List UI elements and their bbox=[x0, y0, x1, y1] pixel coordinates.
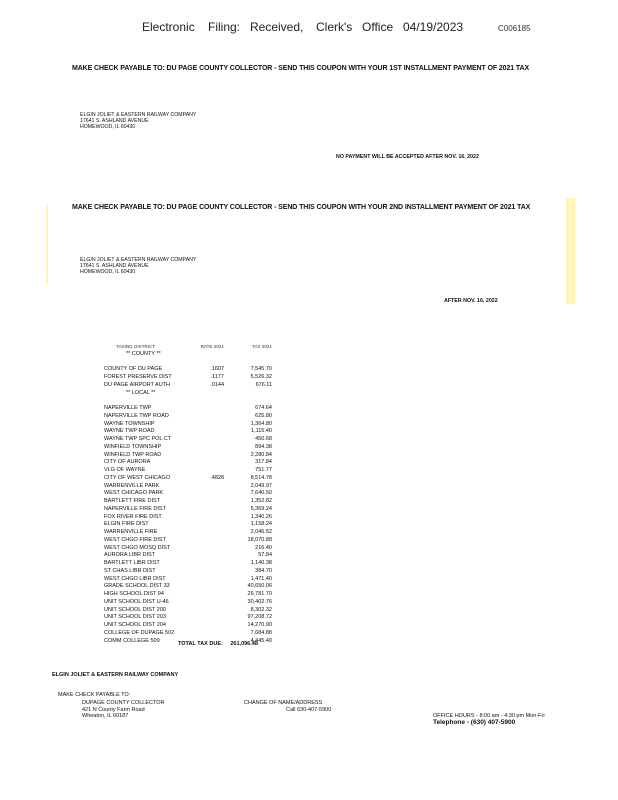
header-rate: RATE 2021 bbox=[200, 344, 224, 349]
coupon1-payer-street: 17641 S. ASHLAND AVENUE bbox=[80, 118, 149, 124]
header-tax: TAX 2021 bbox=[251, 344, 272, 349]
district-name: WEST CHGO FIRE DIST bbox=[104, 536, 166, 543]
coupon2-title: MAKE CHECK PAYABLE TO: DU PAGE COUNTY COLLECTOR - SEND THIS COUPON WITH YOUR 2ND INSTALLMENT PAYMENT OF 2021 TAX bbox=[72, 204, 531, 211]
tax-table-row bbox=[104, 498, 272, 506]
district-tax: 894.38 bbox=[255, 443, 272, 450]
district-name: DU PAGE AIRPORT AUTH bbox=[104, 381, 171, 388]
district-tax: 7,545.70 bbox=[250, 366, 272, 373]
district-name: NAPERVILLE TWP ROAD bbox=[104, 412, 169, 419]
district-name: GRADE SCHOOL DIST 33 bbox=[104, 583, 170, 590]
tax-table-row bbox=[104, 568, 272, 576]
tax-table-row bbox=[104, 390, 272, 398]
district-name: WAYNE TWP SPC POL CT bbox=[104, 436, 172, 442]
district-name: BARTLETT FIRE DIST bbox=[104, 498, 161, 504]
tax-table-row bbox=[104, 576, 272, 584]
coupon2-payer-street: 17641 S. ASHLAND AVENUE bbox=[80, 263, 149, 269]
district-name: COMM COLLEGE 509 bbox=[104, 637, 160, 644]
footer-collector-name: DUPAGE COUNTY COLLECTOR bbox=[82, 700, 165, 706]
district-tax: 5,526.32 bbox=[250, 374, 272, 380]
district-tax: 2,280.84 bbox=[250, 451, 272, 458]
district-name: ELGIN FIRE DIST bbox=[104, 521, 149, 528]
district-name: FOREST PRESERVE DIST bbox=[104, 374, 172, 380]
coupon2-payer-address bbox=[80, 257, 196, 275]
tax-table-row bbox=[104, 397, 272, 405]
tax-table-row bbox=[104, 591, 272, 599]
tax-table-row bbox=[104, 506, 272, 514]
change-of-address-phone: Call 630-407-5900 bbox=[286, 707, 332, 713]
district-tax: 40,650.06 bbox=[247, 583, 272, 590]
tax-table-row bbox=[104, 545, 272, 553]
district-name: BARTLETT LIBR DIST bbox=[104, 560, 160, 566]
district-tax: 676.11 bbox=[255, 381, 272, 388]
footer-collector-street: 421 N County Farm Road bbox=[82, 706, 145, 713]
district-name: CITY OF AURORA bbox=[104, 459, 151, 466]
district-tax: 97,208.72 bbox=[247, 614, 272, 621]
district-tax: 1,352.82 bbox=[250, 498, 272, 504]
district-tax: 317.84 bbox=[255, 459, 272, 466]
office-hours: OFFICE HOURS - 8:00 am - 4:30 pm Mon-Fri bbox=[433, 713, 545, 719]
district-tax: 625.80 bbox=[255, 412, 272, 419]
district-name: AURORA LIBR DIST bbox=[104, 552, 156, 559]
tax-table-row bbox=[104, 490, 272, 498]
tax-table-row bbox=[104, 529, 272, 537]
district-tax: 8,514.78 bbox=[250, 474, 272, 481]
district-rate: .1177 bbox=[210, 374, 224, 380]
tax-table-row bbox=[104, 583, 272, 591]
tax-table-row bbox=[104, 428, 272, 436]
district-rate: .1607 bbox=[210, 366, 224, 373]
district-rate: .0144 bbox=[210, 381, 224, 388]
coupon1-payer-city: HOMEWOOD, IL 60430 bbox=[80, 124, 136, 130]
district-name: ** LOCAL ** bbox=[126, 389, 156, 396]
tax-table-row bbox=[104, 483, 272, 491]
tax-table-row bbox=[104, 459, 272, 467]
tax-table-row bbox=[104, 599, 272, 607]
tax-table-row bbox=[104, 607, 272, 615]
district-name: UNIT SCHOOL DIST 204 bbox=[104, 622, 166, 628]
district-tax: 5,369.24 bbox=[250, 505, 272, 512]
district-name: NAPERVILLE TWP bbox=[104, 405, 152, 411]
district-name: CITY OF WEST CHICAGO bbox=[104, 474, 171, 481]
tax-table-row bbox=[104, 382, 272, 390]
change-of-address-label: CHANGE OF NAME/ADDRESS bbox=[244, 700, 323, 706]
coupon1-payer-name: ELGIN JOLIET & EASTERN RAILWAY COMPANY bbox=[80, 112, 197, 118]
district-tax: 30,402.76 bbox=[247, 598, 272, 605]
district-name: WARRENVILLE PARK bbox=[104, 482, 160, 489]
tax-table-row bbox=[104, 622, 272, 630]
tax-table-row bbox=[104, 630, 272, 638]
total-tax-due bbox=[178, 641, 258, 647]
district-tax: 1,115.40 bbox=[250, 428, 272, 435]
tax-table-row bbox=[104, 614, 272, 622]
highlight-mark-right bbox=[566, 198, 575, 304]
district-tax: 1,364.80 bbox=[250, 420, 272, 427]
footer-payable-label: MAKE CHECK PAYABLE TO: bbox=[58, 692, 131, 698]
district-tax: 57.84 bbox=[258, 552, 272, 559]
district-tax: 14,270.90 bbox=[247, 622, 272, 628]
coupon1-payer-address bbox=[80, 112, 196, 130]
district-tax: 26,781.70 bbox=[247, 591, 272, 597]
district-tax: 1,471.40 bbox=[250, 575, 272, 582]
tax-table-row bbox=[104, 444, 272, 452]
tax-table-row bbox=[104, 421, 272, 429]
tax-table-row bbox=[104, 366, 272, 374]
district-tax: 1,340.26 bbox=[250, 513, 272, 520]
tax-table-row bbox=[104, 514, 272, 522]
tax-table-row bbox=[104, 467, 272, 475]
coupon1-title: MAKE CHECK PAYABLE TO: DU PAGE COUNTY COLLECTOR - SEND THIS COUPON WITH YOUR 1ST INSTALLMENT PAYMENT OF 2021 TAX bbox=[72, 65, 530, 72]
district-tax: 4,445.40 bbox=[250, 637, 272, 644]
district-name: WEST CHGO LIBR DIST bbox=[104, 575, 166, 582]
highlight-mark-left bbox=[46, 205, 48, 285]
filing-stamp-filing: Filing: bbox=[208, 20, 241, 34]
filing-stamp-date: 04/19/2023 bbox=[403, 20, 464, 34]
district-tax: 450.68 bbox=[255, 436, 272, 442]
district-tax: 2,046.52 bbox=[250, 529, 272, 535]
district-rate: .4828 bbox=[210, 474, 224, 481]
total-tax-label: TOTAL TAX DUE: bbox=[178, 641, 223, 647]
district-name: WEST CHICAGO PARK bbox=[104, 490, 164, 497]
district-name: UNIT SCHOOL DIST 200 bbox=[104, 606, 166, 613]
tax-district-table bbox=[104, 343, 272, 645]
coupon2-deadline-notice: AFTER NOV. 16, 2022 bbox=[444, 298, 498, 304]
district-name: ST CHAS LIBR DIST bbox=[104, 567, 156, 574]
tax-table-row bbox=[104, 359, 272, 367]
district-name: FOX RIVER FIRE DIST bbox=[104, 513, 162, 520]
office-telephone: Telephone - (630) 407-5900 bbox=[433, 719, 516, 726]
district-tax: 751.77 bbox=[255, 467, 272, 473]
district-name: WINFIELD TWP ROAD bbox=[104, 451, 162, 458]
tax-table-row bbox=[104, 436, 272, 444]
district-tax: 7,640.50 bbox=[250, 490, 272, 497]
tax-table-row bbox=[104, 351, 272, 359]
tax-table-row bbox=[104, 537, 272, 545]
district-tax: 1,140.38 bbox=[250, 560, 272, 566]
district-name: COLLEGE OF DUPAGE 502 bbox=[104, 629, 175, 636]
coupon2-payer-city: HOMEWOOD, IL 60430 bbox=[80, 269, 136, 275]
coupon2-payer-name: ELGIN JOLIET & EASTERN RAILWAY COMPANY bbox=[80, 257, 197, 263]
district-tax: 1,158.24 bbox=[250, 521, 272, 528]
filing-stamp-clerks: Clerk's bbox=[316, 20, 353, 34]
tax-table-row bbox=[104, 521, 272, 529]
tax-table-row bbox=[104, 452, 272, 460]
district-tax: 7,684.88 bbox=[250, 629, 272, 636]
district-tax: 8,302.32 bbox=[250, 606, 272, 613]
district-name: WEST CHGO MOSQ DIST bbox=[104, 544, 171, 551]
total-tax-value: 261,096.48 bbox=[230, 641, 258, 647]
filing-stamp-office: Office bbox=[362, 20, 394, 34]
footer-company: ELGIN JOLIET & EASTERN RAILWAY COMPANY bbox=[52, 672, 179, 678]
header-taxing-district: TAXING DISTRICT bbox=[116, 344, 156, 349]
tax-table-row bbox=[104, 374, 272, 382]
district-name: WAYNE TOWNSHIP bbox=[104, 420, 155, 427]
district-tax: 384.70 bbox=[255, 567, 272, 574]
coupon1-deadline-notice: NO PAYMENT WILL BE ACCEPTED AFTER NOV. 16, 2022 bbox=[336, 154, 479, 160]
document-number: C006185 bbox=[498, 24, 531, 33]
district-name: HIGH SCHOOL DIST 94 bbox=[104, 591, 164, 597]
district-tax: 216.40 bbox=[255, 544, 272, 551]
district-name: UNIT SCHOOL DIST U-46 bbox=[104, 598, 169, 605]
tax-table-row bbox=[104, 552, 272, 560]
district-name: COUNTY OF DU PAGE bbox=[104, 366, 163, 373]
filing-stamp-electronic: Electronic bbox=[142, 20, 195, 34]
district-name: UNIT SCHOOL DIST 203 bbox=[104, 614, 166, 621]
district-name: NAPERVILLE FIRE DIST bbox=[104, 505, 166, 512]
district-tax: 674.64 bbox=[255, 405, 272, 411]
district-name: VLG OF WAYNE bbox=[104, 467, 146, 473]
district-name: WAYNE TWP ROAD bbox=[104, 428, 155, 435]
footer-collector-address bbox=[82, 700, 165, 720]
district-tax: 2,049.97 bbox=[250, 482, 272, 489]
tax-table-row bbox=[104, 475, 272, 483]
filing-stamp-received: Received, bbox=[250, 20, 304, 34]
district-name: WARRENVILLE FIRE bbox=[104, 529, 158, 535]
district-name: ** COUNTY ** bbox=[126, 350, 161, 357]
district-tax: 18,070.88 bbox=[247, 536, 272, 543]
tax-table-header bbox=[104, 343, 272, 351]
footer-collector-city: Wheaton, IL 60187 bbox=[82, 713, 129, 719]
tax-table-row bbox=[104, 560, 272, 568]
tax-table-row bbox=[104, 413, 272, 421]
tax-table-row bbox=[104, 405, 272, 413]
tax-table-rows bbox=[104, 351, 272, 646]
district-name: WINFIELD TOWNSHIP bbox=[104, 443, 162, 450]
